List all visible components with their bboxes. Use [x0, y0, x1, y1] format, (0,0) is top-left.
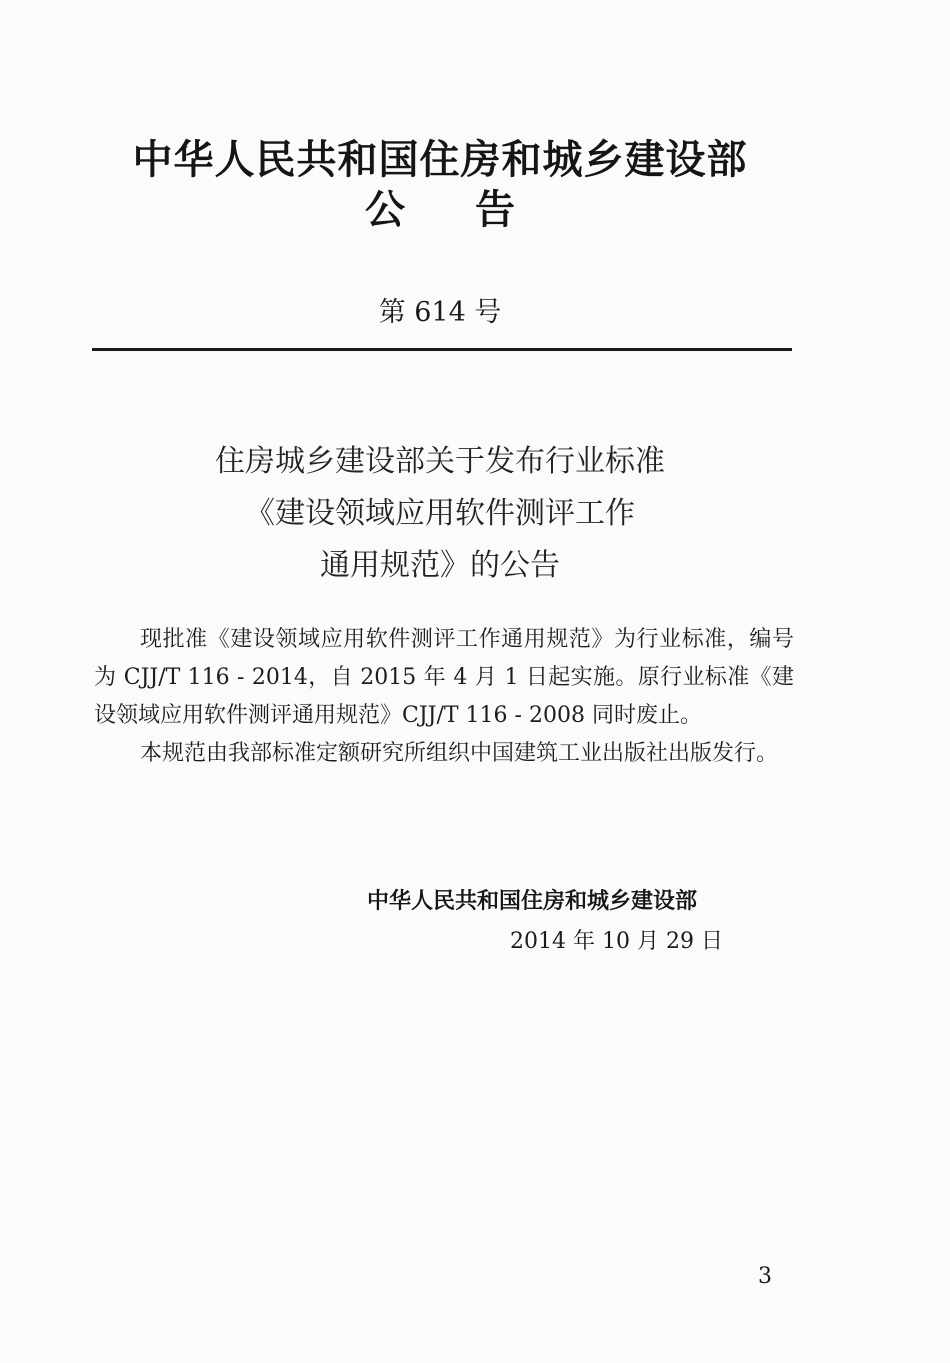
title-divider	[92, 348, 792, 351]
page-number: 3	[758, 1264, 772, 1289]
body-paragraph: 本规范由我部标准定额研究所组织中国建筑工业出版社出版发行。	[140, 741, 779, 766]
heading-line: 《建设领域应用软件测评工作	[245, 496, 635, 531]
announcement-heading	[0, 436, 880, 592]
heading-line: 通用规范》的公告	[320, 548, 560, 583]
heading-line: 住房城乡建设部关于发布行业标准	[215, 444, 665, 479]
ministry-title: 中华人民共和国住房和城乡建设部	[132, 137, 748, 183]
signature-org: 中华人民共和国住房和城乡建设部	[367, 889, 698, 914]
notice-title: 公告	[365, 187, 585, 233]
body-paragraph: 现批准《建设领域应用软件测评工作通用规范》为行业标准，编号为 CJJ/T 116 - 2014，自 2015 年 4 月 1 日起实施。原行业标准《建设领域应用软件测评通用规范》CJJ/T 116 - 2008 同时废止。	[94, 627, 794, 728]
signature-date: 2014 年 10 月 29 日	[510, 929, 723, 954]
announcement-body	[94, 621, 794, 773]
notice-number: 第 614 号	[378, 297, 502, 328]
